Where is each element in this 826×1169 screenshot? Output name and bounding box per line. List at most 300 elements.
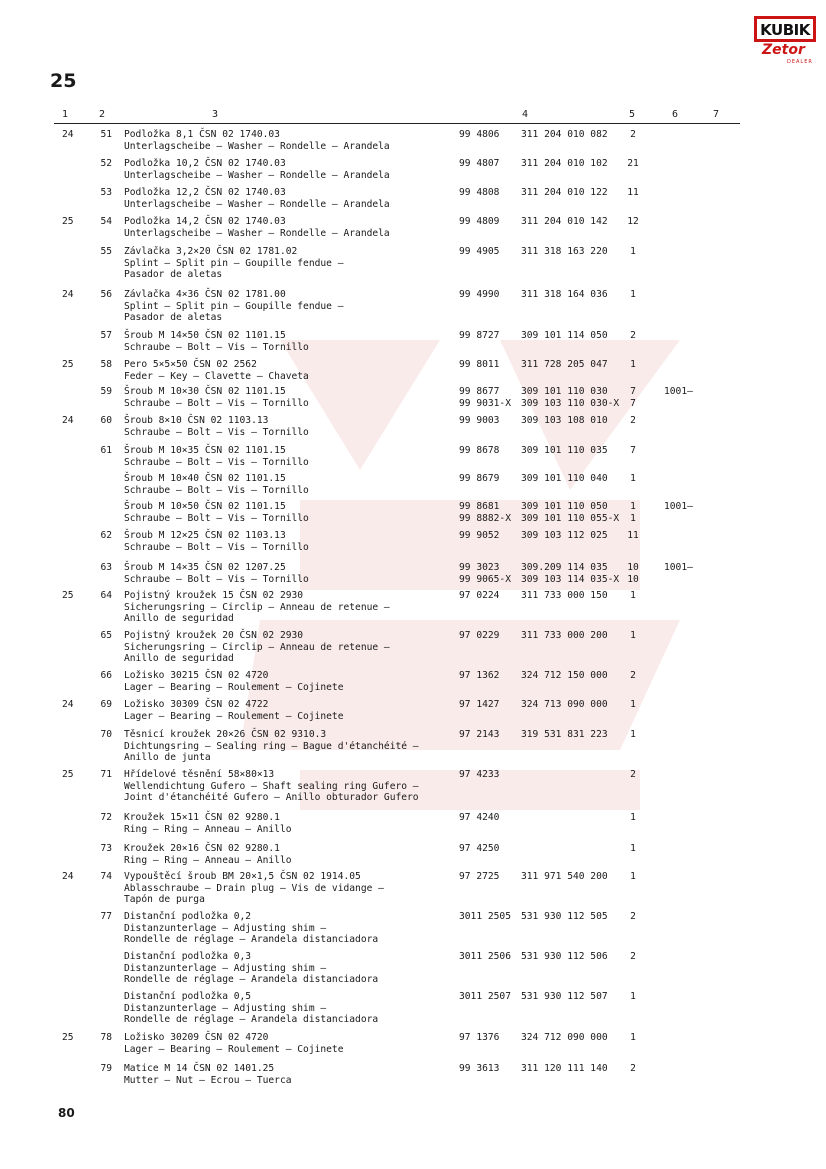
quantity-line: 1 <box>630 501 636 512</box>
part-description-line: Distanzunterlage — Adjusting shim — <box>124 962 327 974</box>
part-number <box>521 562 621 585</box>
part-number <box>521 911 621 923</box>
part-number-line: 309 103 114 035-X <box>521 573 620 585</box>
quantity <box>621 1032 645 1044</box>
position-number: 61 <box>100 445 112 456</box>
group-number: 24 <box>62 415 74 426</box>
part-description-line: Sicherungsring — Circlip — Anneau de retenue — <box>124 601 390 613</box>
part-number-line: 324 713 090 000 <box>521 699 608 710</box>
position-number: 55 <box>100 246 112 257</box>
quantity-line: 21 <box>627 158 639 169</box>
part-description-line: Schraube — Bolt — Vis — Tornillo <box>124 397 309 409</box>
quantity-line: 2 <box>630 330 636 341</box>
order-code-line: 99 8681 <box>459 501 500 512</box>
order-code-line: 99 4808 <box>459 187 500 198</box>
part-number <box>521 729 621 741</box>
column-header-3: 3 <box>212 109 219 120</box>
order-code <box>459 843 521 855</box>
part-description <box>124 911 460 946</box>
order-code-line: 97 1427 <box>459 699 500 710</box>
column-header-4: 4 <box>522 109 529 120</box>
quantity <box>621 590 645 602</box>
order-code-line: 97 2143 <box>459 729 500 740</box>
kubik-zetor-logo <box>754 16 816 72</box>
position-number: 73 <box>100 843 112 854</box>
part-description <box>124 991 460 1026</box>
part-description-line: Pasador de aletas <box>124 312 223 323</box>
part-description-line: Ring — Ring — Anneau — Anillo <box>124 854 292 866</box>
part-description-line: Schraube — Bolt — Vis — Tornillo <box>124 484 309 496</box>
part-description-line: Wellendichtung Gufero — Shaft sealing ring Gufero — <box>124 780 419 792</box>
quantity <box>621 289 645 301</box>
part-description-line: Pero 5×5×50 ČSN 02 2562 <box>124 359 257 370</box>
part-description-line: Joint d'étanchéité Gufero — Anillo obturador Gufero <box>124 792 419 803</box>
part-number-line: 531 930 112 505 <box>521 911 608 922</box>
part-description-line: Vypouštěcí šroub BM 20×1,5 ČSN 02 1914.05 <box>124 871 361 882</box>
order-code-line: 99 9052 <box>459 530 500 541</box>
part-description-line: Distanční podložka 0,5 <box>124 991 252 1002</box>
quantity-line: 2 <box>630 129 636 140</box>
part-number <box>521 129 621 141</box>
position-number: 54 <box>100 216 112 227</box>
part-description <box>124 445 460 468</box>
group-number: 25 <box>62 359 74 370</box>
quantity-line: 1 <box>630 871 636 882</box>
part-number-line: 309 101 114 050 <box>521 330 608 341</box>
quantity-line: 1 <box>630 991 636 1002</box>
part-description-line: Anillo de seguridad <box>124 613 234 624</box>
part-description <box>124 415 460 438</box>
order-code <box>459 729 521 741</box>
part-number <box>521 1032 621 1044</box>
column-header-2: 2 <box>99 109 106 120</box>
group-number: 24 <box>62 699 74 710</box>
part-description-line: Lager — Bearing — Roulement — Cojinete <box>124 1043 344 1055</box>
quantity-line: 1 <box>630 729 636 740</box>
part-description <box>124 129 460 152</box>
quantity <box>621 359 645 371</box>
position-number: 72 <box>100 812 112 823</box>
order-code-line: 3011 2506 <box>459 951 511 962</box>
part-description-line: Schraube — Bolt — Vis — Tornillo <box>124 541 309 553</box>
part-description-line: Rondelle de réglage — Arandela distanciadora <box>124 1014 379 1025</box>
quantity-line: 1 <box>630 630 636 641</box>
part-number-line: 309 101 110 050 <box>521 501 608 512</box>
logo-brand: KUBIK <box>760 21 810 39</box>
order-code-line: 99 8882-X <box>459 512 511 524</box>
part-description-line: Šroub M 12×25 ČSN 02 1103.13 <box>124 530 286 541</box>
part-description-line: Unterlagscheibe — Washer — Rondelle — Arandela <box>124 227 390 239</box>
serial-note-line: 1001— <box>664 386 693 397</box>
quantity-line: 1 <box>630 246 636 257</box>
part-description-line: Podložka 14,2 ČSN 02 1740.03 <box>124 216 286 227</box>
position-number: 62 <box>100 530 112 541</box>
part-number <box>521 699 621 711</box>
group-number: 25 <box>62 769 74 780</box>
order-code <box>459 415 521 427</box>
order-code-line: 3011 2507 <box>459 991 511 1002</box>
part-description-line: Schraube — Bolt — Vis — Tornillo <box>124 456 309 468</box>
order-code <box>459 330 521 342</box>
part-description-line: Šroub M 10×40 ČSN 02 1101.15 <box>124 473 286 484</box>
position-number: 59 <box>100 386 112 397</box>
part-description-line: Ablasschraube — Drain plug — Vis de vidange — <box>124 882 384 894</box>
part-description <box>124 473 460 496</box>
quantity-line: 2 <box>630 911 636 922</box>
order-code-line: 99 8677 <box>459 386 500 397</box>
order-code-line: 97 1362 <box>459 670 500 681</box>
part-description-line: Těsnicí kroužek 20×26 ČSN 02 9310.3 <box>124 729 327 740</box>
part-description-line: Distanzunterlage — Adjusting shim — <box>124 922 327 934</box>
part-description <box>124 246 460 281</box>
quantity <box>621 729 645 741</box>
part-number <box>521 1063 621 1075</box>
order-code-line: 99 4809 <box>459 216 500 227</box>
part-number-line: 311 733 000 150 <box>521 590 608 601</box>
part-number-line: 311 120 111 140 <box>521 1063 608 1074</box>
part-description-line: Distanční podložka 0,2 <box>124 911 252 922</box>
position-number: 77 <box>100 911 112 922</box>
quantity <box>621 699 645 711</box>
part-number <box>521 386 621 409</box>
part-description-line: Závlačka 3,2×20 ČSN 02 1781.02 <box>124 246 298 257</box>
serial-note <box>664 501 724 513</box>
quantity <box>621 501 645 524</box>
part-number-line: 309 101 110 055-X <box>521 512 620 524</box>
part-number-line: 311 728 205 047 <box>521 359 608 370</box>
quantity-line: 2 <box>630 1063 636 1074</box>
part-number-line: 311 204 010 102 <box>521 158 608 169</box>
column-header-7: 7 <box>713 109 720 120</box>
group-number: 25 <box>62 590 74 601</box>
part-description-line: Ring — Ring — Anneau — Anillo <box>124 823 292 835</box>
part-description <box>124 729 460 764</box>
quantity-line: 1 <box>630 512 636 524</box>
part-description-line: Rondelle de réglage — Arandela distanciadora <box>124 974 379 985</box>
quantity <box>621 158 645 170</box>
order-code <box>459 991 521 1003</box>
order-code-line: 97 1376 <box>459 1032 500 1043</box>
part-number <box>521 951 621 963</box>
quantity-line: 2 <box>630 951 636 962</box>
position-number: 58 <box>100 359 112 370</box>
part-number-line: 309 101 110 040 <box>521 473 608 484</box>
order-code <box>459 871 521 883</box>
order-code-line: 99 4990 <box>459 289 500 300</box>
part-description <box>124 359 460 382</box>
quantity <box>621 1063 645 1075</box>
part-description-line: Distanzunterlage — Adjusting shim — <box>124 1002 327 1014</box>
quantity <box>621 812 645 824</box>
part-description <box>124 590 460 625</box>
part-description-line: Anillo de junta <box>124 752 211 763</box>
serial-note-line: 1001— <box>664 562 693 573</box>
order-code <box>459 1063 521 1075</box>
order-code <box>459 473 521 485</box>
part-description <box>124 216 460 239</box>
order-code <box>459 590 521 602</box>
position-number: 74 <box>100 871 112 882</box>
part-description-line: Podložka 8,1 ČSN 02 1740.03 <box>124 129 280 140</box>
order-code <box>459 445 521 457</box>
footer-page-number: 80 <box>58 1106 75 1120</box>
part-description-line: Sicherungsring — Circlip — Anneau de retenue — <box>124 641 390 653</box>
quantity <box>621 843 645 855</box>
position-number: 66 <box>100 670 112 681</box>
order-code <box>459 501 521 524</box>
quantity <box>621 562 645 585</box>
quantity <box>621 415 645 427</box>
part-number-line: 309 103 110 030-X <box>521 397 620 409</box>
part-description <box>124 158 460 181</box>
part-number <box>521 473 621 485</box>
part-number <box>521 871 621 883</box>
part-description-line: Matice M 14 ČSN 02 1401.25 <box>124 1063 275 1074</box>
order-code <box>459 670 521 682</box>
part-number-line: 311 204 010 122 <box>521 187 608 198</box>
order-code-line: 99 4905 <box>459 246 500 257</box>
part-number-line: 311 204 010 082 <box>521 129 608 140</box>
position-number: 52 <box>100 158 112 169</box>
order-code <box>459 289 521 301</box>
order-code <box>459 769 521 781</box>
part-description-line: Šroub M 10×30 ČSN 02 1101.15 <box>124 386 286 397</box>
part-number-line: 311 204 010 142 <box>521 216 608 227</box>
part-description-line: Ložisko 30309 ČSN 02 4722 <box>124 699 269 710</box>
position-number: 56 <box>100 289 112 300</box>
position-number: 69 <box>100 699 112 710</box>
quantity-line: 2 <box>630 415 636 426</box>
part-description-line: Distanční podložka 0,3 <box>124 951 252 962</box>
order-code-line: 3011 2505 <box>459 911 511 922</box>
position-number: 65 <box>100 630 112 641</box>
part-description-line: Kroužek 20×16 ČSN 02 9280.1 <box>124 843 280 854</box>
part-number <box>521 330 621 342</box>
part-description-line: Šroub M 10×50 ČSN 02 1101.15 <box>124 501 286 512</box>
part-number-line: 311 318 163 220 <box>521 246 608 257</box>
quantity-line: 7 <box>630 386 636 397</box>
part-description-line: Tapón de purga <box>124 894 205 905</box>
order-code-line: 97 4240 <box>459 812 500 823</box>
part-description-line: Šroub M 10×35 ČSN 02 1101.15 <box>124 445 286 456</box>
part-description-line: Unterlagscheibe — Washer — Rondelle — Arandela <box>124 198 390 210</box>
part-description-line: Schraube — Bolt — Vis — Tornillo <box>124 341 309 353</box>
logo-frame <box>754 16 816 42</box>
order-code <box>459 187 521 199</box>
part-number-line: 311 318 164 036 <box>521 289 608 300</box>
part-number <box>521 158 621 170</box>
part-number <box>521 359 621 371</box>
order-code <box>459 386 521 409</box>
order-code-line: 99 4806 <box>459 129 500 140</box>
quantity-line: 7 <box>630 445 636 456</box>
part-description-line: Unterlagscheibe — Washer — Rondelle — Arandela <box>124 169 390 181</box>
quantity <box>621 473 645 485</box>
part-description-line: Pojistný kroužek 20 ČSN 02 2930 <box>124 630 304 641</box>
part-description-line: Závlačka 4×36 ČSN 02 1781.00 <box>124 289 286 300</box>
logo-dealer: DEALER <box>787 59 813 65</box>
part-description-line: Šroub 8×10 ČSN 02 1103.13 <box>124 415 269 426</box>
part-number <box>521 590 621 602</box>
quantity <box>621 911 645 923</box>
position-number: 70 <box>100 729 112 740</box>
part-description <box>124 386 460 409</box>
part-description-line: Šroub M 14×35 ČSN 02 1207.25 <box>124 562 286 573</box>
part-description-line: Kroužek 15×11 ČSN 02 9280.1 <box>124 812 280 823</box>
part-description-line: Hřídelové těsnění 58×80×13 <box>124 769 275 780</box>
quantity <box>621 769 645 781</box>
quantity <box>621 445 645 457</box>
quantity-line: 10 <box>627 562 639 573</box>
part-description-line: Schraube — Bolt — Vis — Tornillo <box>124 573 309 585</box>
quantity <box>621 991 645 1003</box>
part-number <box>521 289 621 301</box>
quantity <box>621 871 645 883</box>
quantity <box>621 386 645 409</box>
serial-note <box>664 562 724 574</box>
part-description <box>124 699 460 722</box>
logo-sub: Zetor <box>762 42 805 58</box>
part-number-line: 309 103 108 010 <box>521 415 608 426</box>
part-description-line: Schraube — Bolt — Vis — Tornillo <box>124 512 309 524</box>
order-code-line: 99 9065-X <box>459 573 511 585</box>
order-code <box>459 216 521 228</box>
column-header-6: 6 <box>672 109 679 120</box>
quantity-line: 7 <box>630 397 636 409</box>
order-code-line: 99 8679 <box>459 473 500 484</box>
header-rule <box>54 123 740 124</box>
part-number <box>521 445 621 457</box>
part-description <box>124 187 460 210</box>
order-code <box>459 911 521 923</box>
order-code-line: 99 9031-X <box>459 397 511 409</box>
part-number-line: 309 101 110 030 <box>521 386 608 397</box>
order-code <box>459 630 521 642</box>
order-code-line: 99 8678 <box>459 445 500 456</box>
part-description-line: Pojistný kroužek 15 ČSN 02 2930 <box>124 590 304 601</box>
quantity-line: 2 <box>630 769 636 780</box>
column-header-1: 1 <box>62 109 69 120</box>
order-code-line: 97 4250 <box>459 843 500 854</box>
part-number <box>521 530 621 542</box>
part-description-line: Ložisko 30215 ČSN 02 4720 <box>124 670 269 681</box>
quantity <box>621 216 645 228</box>
part-number-line: 324 712 150 000 <box>521 670 608 681</box>
quantity-line: 1 <box>630 289 636 300</box>
part-description-line: Dichtungsring — Sealing ring — Bague d'étanchéité — <box>124 740 419 752</box>
part-description <box>124 812 460 835</box>
quantity <box>621 670 645 682</box>
position-number: 71 <box>100 769 112 780</box>
order-code <box>459 699 521 711</box>
position-number: 63 <box>100 562 112 573</box>
quantity-line: 11 <box>627 187 639 198</box>
part-description <box>124 769 460 804</box>
part-description <box>124 670 460 693</box>
part-description-line: Pasador de aletas <box>124 269 223 280</box>
order-code-line: 97 4233 <box>459 769 500 780</box>
group-number: 24 <box>62 871 74 882</box>
order-code-line: 99 3613 <box>459 1063 500 1074</box>
part-number-line: 531 930 112 507 <box>521 991 608 1002</box>
part-number-line: 311 733 000 200 <box>521 630 608 641</box>
part-number-line: 309 101 110 035 <box>521 445 608 456</box>
serial-note-line: 1001— <box>664 501 693 512</box>
position-number: 53 <box>100 187 112 198</box>
position-number: 51 <box>100 129 112 140</box>
part-description <box>124 843 460 866</box>
position-number: 78 <box>100 1032 112 1043</box>
order-code <box>459 1032 521 1044</box>
quantity-line: 1 <box>630 590 636 601</box>
quantity <box>621 630 645 642</box>
order-code <box>459 812 521 824</box>
quantity <box>621 530 645 542</box>
part-number-line: 311 971 540 200 <box>521 871 608 882</box>
order-code-line: 99 4807 <box>459 158 500 169</box>
part-number-line: 309 103 112 025 <box>521 530 608 541</box>
part-description-line: Schraube — Bolt — Vis — Tornillo <box>124 426 309 438</box>
part-number <box>521 187 621 199</box>
position-number: 57 <box>100 330 112 341</box>
part-number <box>521 670 621 682</box>
quantity-line: 10 <box>627 573 639 585</box>
part-number <box>521 501 621 524</box>
part-description-line: Rondelle de réglage — Arandela distanciadora <box>124 934 379 945</box>
order-code-line: 99 8011 <box>459 359 500 370</box>
quantity <box>621 187 645 199</box>
order-code <box>459 129 521 141</box>
part-description-line: Unterlagscheibe — Washer — Rondelle — Arandela <box>124 140 390 152</box>
part-description <box>124 530 460 553</box>
position-number: 60 <box>100 415 112 426</box>
part-number-line: 309.209 114 035 <box>521 562 608 573</box>
serial-note <box>664 386 724 398</box>
quantity <box>621 951 645 963</box>
part-description <box>124 289 460 324</box>
part-description-line: Ložisko 30209 ČSN 02 4720 <box>124 1032 269 1043</box>
part-number-line: 324 712 090 000 <box>521 1032 608 1043</box>
quantity-line: 11 <box>627 530 639 541</box>
part-number-line: 531 930 112 506 <box>521 951 608 962</box>
part-description-line: Lager — Bearing — Roulement — Cojinete <box>124 681 344 693</box>
quantity-line: 12 <box>627 216 639 227</box>
column-header-5: 5 <box>629 109 636 120</box>
part-number <box>521 246 621 258</box>
part-number <box>521 415 621 427</box>
part-description <box>124 330 460 353</box>
order-code <box>459 562 521 585</box>
order-code-line: 99 8727 <box>459 330 500 341</box>
part-description-line: Anillo de seguridad <box>124 653 234 664</box>
group-number: 25 <box>62 216 74 227</box>
part-number <box>521 630 621 642</box>
group-number: 24 <box>62 289 74 300</box>
page-number: 25 <box>50 70 77 92</box>
part-description-line: Splint — Split pin — Goupille fendue — <box>124 257 344 269</box>
part-description <box>124 562 460 585</box>
quantity <box>621 129 645 141</box>
position-number: 79 <box>100 1063 112 1074</box>
part-number <box>521 991 621 1003</box>
order-code-line: 97 0224 <box>459 590 500 601</box>
quantity-line: 1 <box>630 843 636 854</box>
part-description-line: Lager — Bearing — Roulement — Cojinete <box>124 710 344 722</box>
order-code <box>459 530 521 542</box>
part-description <box>124 871 460 906</box>
order-code-line: 97 2725 <box>459 871 500 882</box>
quantity-line: 1 <box>630 699 636 710</box>
